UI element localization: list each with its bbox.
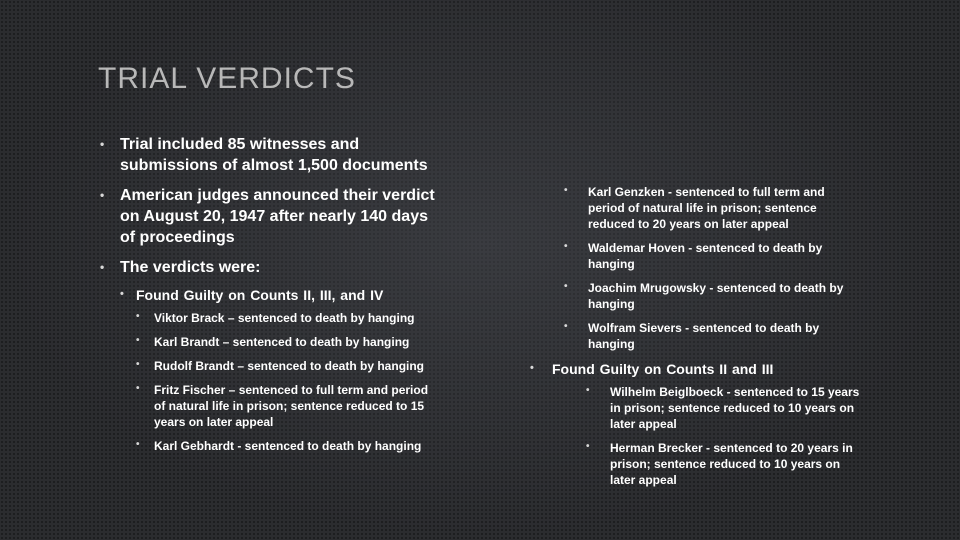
right-column (530, 184, 860, 496)
main-bullet-list (100, 134, 440, 454)
bullet-witnesses: • Trial included 85 witnesses and submissions of almost 1,500 documents (100, 134, 440, 176)
verdict-groups-continued (530, 360, 860, 488)
verdict-item: • Viktor Brack – sentenced to death by hanging (136, 310, 440, 326)
verdict-item: • Fritz Fischer – sentenced to full term and period of natural life in prison; sentence reduced to 15 years on later appeal (136, 382, 440, 430)
verdict-item: • Wilhelm Beiglboeck - sentenced to 15 years in prison; sentence reduced to 10 years on later appeal (552, 384, 860, 432)
verdict-item: • Karl Brandt – sentenced to death by hanging (136, 334, 440, 350)
verdict-item: • Wolfram Sievers - sentenced to death by hanging (530, 320, 860, 352)
group-counts-2-3-4-heading: Found Guilty on Counts II, III, and IV (136, 287, 384, 303)
slide-title: TRIAL VERDICTS (98, 62, 356, 95)
bullet-verdict-date: • American judges announced their verdict on August 20, 1947 after nearly 140 days of proceedings (100, 185, 440, 248)
verdict-item: • Karl Gebhardt - sentenced to death by hanging (136, 438, 440, 454)
group-counts-2-3-list (552, 384, 860, 488)
left-column (100, 134, 440, 463)
group-counts-2-3-4 (120, 286, 440, 454)
group-counts-2-3-4-list (136, 310, 440, 454)
group-counts-2-3-4-list-continued (530, 184, 860, 352)
verdict-groups (120, 286, 440, 454)
verdict-item: • Rudolf Brandt – sentenced to death by hanging (136, 358, 440, 374)
verdict-item: • Waldemar Hoven - sentenced to death by hanging (530, 240, 860, 272)
group-counts-2-3-heading: Found Guilty on Counts II and III (552, 361, 774, 377)
group-counts-2-3 (530, 360, 860, 488)
verdict-item: • Herman Brecker - sentenced to 20 years in prison; sentence reduced to 10 years on later appeal (552, 440, 860, 488)
bullet-verdicts-were (100, 257, 440, 454)
verdict-item: • Karl Genzken - sentenced to full term and period of natural life in prison; sentence reduced to 20 years on later appeal (530, 184, 860, 232)
bullet-verdicts-were-label: The verdicts were: (120, 259, 261, 276)
verdict-item: • Joachim Mrugowsky - sentenced to death by hanging (530, 280, 860, 312)
